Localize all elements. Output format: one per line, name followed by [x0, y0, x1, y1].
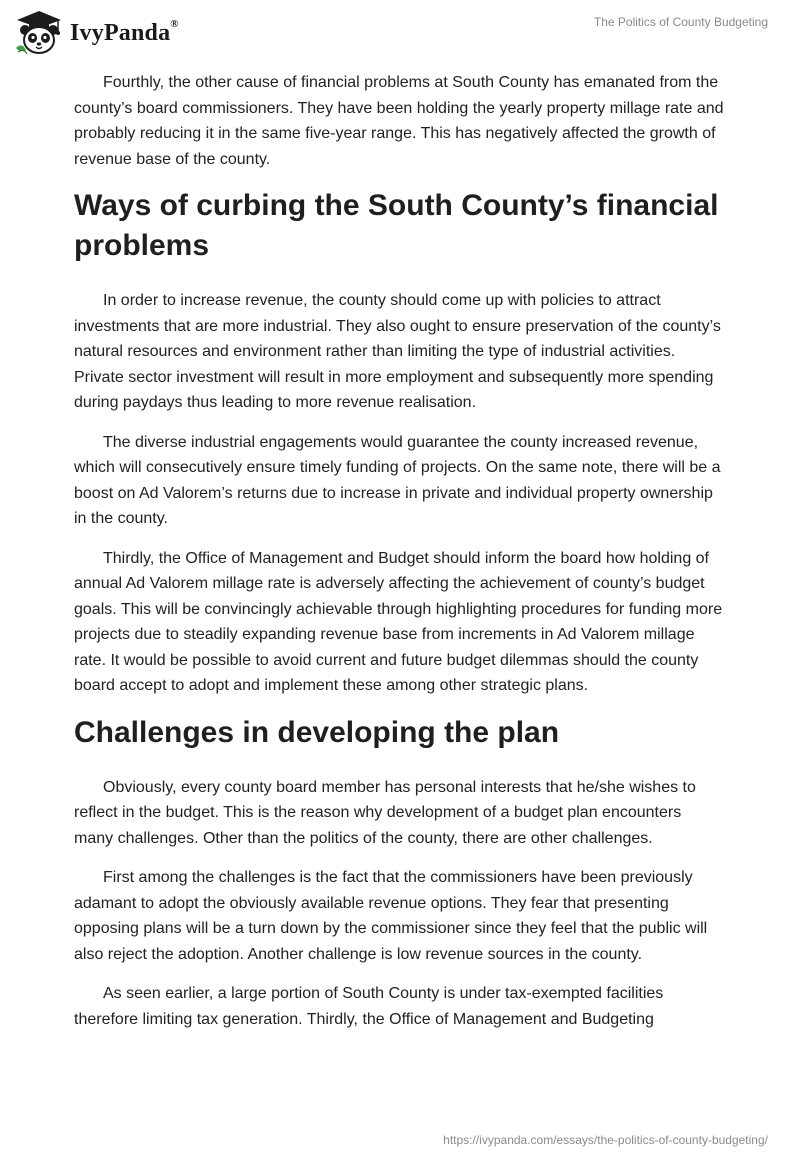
panda-graduate-icon — [14, 8, 64, 58]
section-heading: Ways of curbing the South County’s financial problems — [74, 189, 719, 262]
paragraph: Obviously, every county board member has personal interests that he/she wishes to reflect in the budget. This is the reason why development of a budget plan encounters many challenges. Other than the politics of the county, there are other challenges. — [74, 778, 696, 847]
registered-mark: ® — [170, 17, 179, 30]
section-heading: Challenges in developing the plan — [74, 715, 560, 749]
essay-content — [74, 70, 724, 1046]
paragraph: The diverse industrial engagements would guarantee the county increased revenue, which will consecutively ensure timely funding of projects. On the same note, there will be a boost on Ad Valorem’s returns due to increase in private and individual property ownership in the county. — [74, 433, 721, 527]
document-title: The Politics of County Budgeting — [593, 15, 768, 29]
paragraph: In order to increase revenue, the county should come up with policies to attract investments that are more industrial. They also ought to ensure preservation of the county’s natural resources and environment rather than limiting the type of industrial activities. Private sector investment will result in more employment and subsequently more spending during paydays thus leading to more revenue realisation. — [74, 292, 721, 411]
paragraph: First among the challenges is the fact that the commissioners have been previously adamant to adopt the obviously available revenue options. They fear that presenting opposing plans will be a turn down by the commissioner since they feel that the public will also reject the adoption. Another challenge is low revenue sources in the county. — [74, 869, 708, 963]
brand-text: IvyPanda — [70, 19, 171, 46]
paragraph: Fourthly, the other cause of financial problems at South County has emanated from the county’s board commissioners. They have been holding the yearly property millage rate and probably reducing it in the same five-year range. This has negatively affected the growth of revenue base of the county. — [74, 74, 724, 168]
paragraph: Thirdly, the Office of Management and Budget should inform the board how holding of annual Ad Valorem millage rate is adversely affecting the achievement of county’s budget goals. This will be convincingly achievable through highlighting procedures for funding more projects due to steadily expanding revenue base from increments in Ad Valorem millage rate. It would be possible to avoid current and future budget dilemmas should the county board accept to adopt and implement these among other strategic plans. — [74, 549, 723, 694]
paragraph: As seen earlier, a large portion of South County is under tax-exempted facilities therefore limiting tax generation. Thirdly, the Office of Management and Budgeting — [74, 985, 664, 1028]
source-url[interactable]: https://ivypanda.com/essays/the-politics-of-county-budgeting/ — [443, 1133, 768, 1147]
logo[interactable] — [14, 8, 179, 58]
brand-name — [70, 17, 179, 47]
page-header — [0, 0, 800, 70]
